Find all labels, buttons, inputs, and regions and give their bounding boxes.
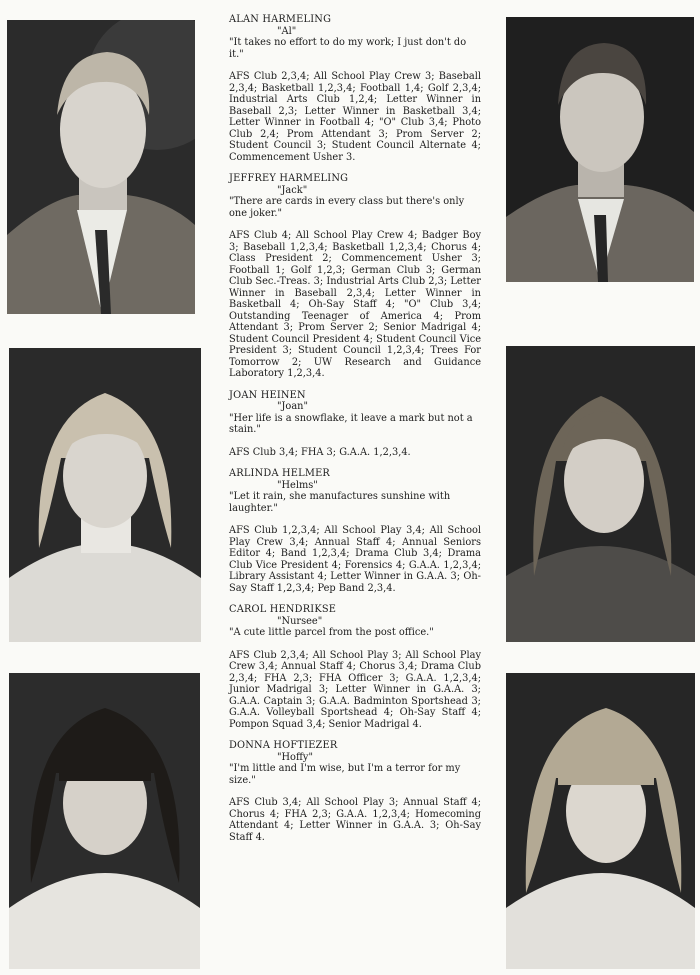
senior-entry-alan-harmeling [229, 14, 481, 163]
senior-entry-arlinda-helmer [229, 468, 481, 594]
senior-quote: "Let it rain, she manufactures sunshine with laughter." [229, 491, 451, 514]
senior-nickname: "Joan" [277, 401, 308, 412]
senior-activities: AFS Club 2,3,4; All School Play Crew 3; Baseball 2,3,4; Basketball 1,2,3,4; Football 1,4; Golf 2,3,4; Industrial Arts Club 1,2,4; Letter Winner in Baseball 2,3; Letter Winner in Basketball 3,4; Letter Winner in Football 4; "O" Club 3,4; Photo Club 2,4; Prom Attendant 3; Prom Server 2; Student Council 3; Student Council Alternate 4; Commencement Usher 3. [229, 71, 481, 163]
senior-name: DONNA HOFTIEZER [229, 740, 338, 751]
senior-entry-joan-heinen [229, 390, 481, 459]
senior-name: ALAN HARMELING [229, 14, 332, 25]
senior-nickname: "Helms" [277, 479, 318, 491]
senior-nickname: "Al" [277, 25, 297, 37]
senior-activities: AFS Club 4; All School Play Crew 4; Badger Boy 3; Baseball 1,2,3,4; Basketball 1,2,3,4; Chorus 4; Class President 2; Commencement Usher 3; Football 1; Golf 1,2,3; German Club 3; German Club Sec.-Treas. 3; Industrial Arts Club 2,3; Letter Winner in Baseball 2,3,4; Letter Winner in Basketball 4; Oh-Say Staff 4; "O" Club 3,4; Outstanding Teenager of America 4; Prom Attendant 3; Prom Server 2; Senior Madrigal 4; Student Council President 4; Student Council Vice President 3; Student Council 1,2,3,4; Trees For Tomorrow 2; UW Research and Guidance Laboratory 1,2,3,4. [229, 230, 481, 379]
senior-quote: "There are cards in every class but there's only one joker." [229, 196, 465, 219]
senior-name: ARLINDA HELMER [229, 468, 331, 479]
senior-quote: "A cute little parcel from the post office." [229, 627, 434, 638]
senior-quote: "I'm little and I'm wise, but I'm a terror for my size." [229, 763, 461, 786]
senior-nickname: "Hoffy" [277, 751, 313, 763]
portrait-photo-arlinda-helmer [506, 346, 695, 642]
senior-quote: "It takes no effort to do my work; I just don't do it." [229, 37, 467, 60]
portrait-photo-donna-hoftiezer [506, 673, 695, 969]
portrait-photo-carol-hendrikse [9, 673, 200, 969]
senior-name: JOAN HEINEN [229, 389, 306, 401]
senior-activities: AFS Club 2,3,4; All School Play 3; All School Play Crew 3,4; Annual Staff 4; Chorus 3,4; Drama Club 2,3,4; FHA 2,3; FHA Officer 3; G.A.A. 1,2,3,4; Junior Madrigal 3; Letter Winner in G.A.A. 3; G.A.A. Captain 3; G.A.A. Badminton Sportshead 3; G.A.A. Volleyball Sportshead 4; Oh-Say Staff 4; Pompon Squad 3,4; Senior Madrigal 4. [229, 649, 481, 730]
senior-activities: AFS Club 3,4; FHA 3; G.A.A. 1,2,3,4. [229, 446, 411, 458]
senior-entry-donna-hoftiezer [229, 740, 481, 843]
senior-name: CAROL HENDRIKSE [229, 604, 337, 615]
senior-bios-column [229, 14, 481, 853]
senior-quote: "Her life is a snowflake, it leave a mark but not a stain." [229, 412, 473, 435]
senior-activities: AFS Club 1,2,3,4; All School Play 3,4; All School Play Crew 3,4; Annual Staff 4; Annual Seniors Editor 4; Band 1,2,3,4; Drama Club 3,4; Drama Club Vice President 4; Forensics 4; G.A.A. 1,2,3,4; Library Assistant 4; Letter Winner in G.A.A. 3; Oh-Say Staff 1,2,3,4; Pep Band 2,3,4. [229, 525, 481, 594]
portrait-photo-alan-harmeling [7, 20, 195, 314]
portrait-photo-jeffrey-harmeling [506, 17, 694, 282]
senior-name: JEFFREY HARMELING [229, 173, 349, 184]
portrait-photo-joan-heinen [9, 348, 201, 642]
senior-nickname: "Nursee" [277, 615, 323, 627]
senior-nickname: "Jack" [277, 184, 308, 196]
senior-entry-carol-hendrikse [229, 604, 481, 730]
senior-entry-jeffrey-harmeling [229, 173, 481, 380]
senior-activities: AFS Club 3,4; All School Play 3; Annual Staff 4; Chorus 4; FHA 2,3; G.A.A. 1,2,3,4; Homecoming Attendant 4; Letter Winner in G.A.A. 3; Oh-Say Staff 4. [229, 797, 481, 843]
